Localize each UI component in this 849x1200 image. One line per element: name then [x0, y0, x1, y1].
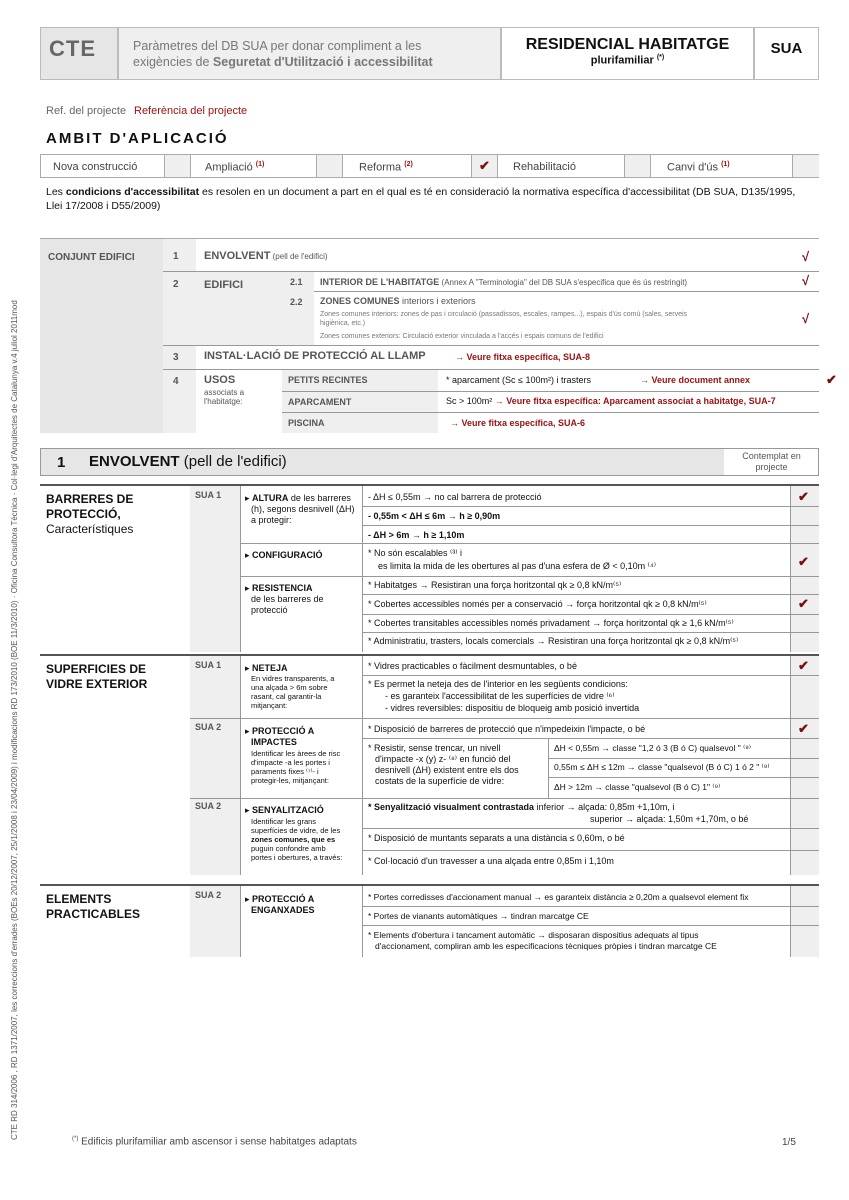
footer-note: (*) Edificis plurifamiliar amb ascensor i sense habitatges adaptats — [72, 1136, 357, 1148]
prot-title2: IMPACTES — [251, 737, 297, 747]
page-header — [40, 27, 819, 80]
barreres-title3: Característiques — [46, 522, 134, 536]
enganxades-title1: ▸ PROTECCIÓ A — [245, 894, 315, 904]
ambit-note-line1: Les condicions d'accessibilitat es resolen en un document a part en el qual es té en consideració la normativa específica d'accessibilitat (DB SUA, D135/1995, — [46, 186, 796, 198]
row3-num: 3 — [173, 352, 179, 363]
conjunt-edifici-block — [40, 238, 837, 433]
altura-row2: - 0,55m < ΔH ≤ 6m → h ≥ 0,90m — [368, 511, 501, 521]
row2-num: 2 — [173, 279, 179, 290]
row3-link[interactable]: → Veure fitxa específica, SUA-8 — [455, 352, 591, 362]
row2-title: EDIFICI — [204, 279, 244, 291]
check-reforma[interactable]: ✔ — [471, 155, 498, 177]
resist-row2-check[interactable]: ✔ — [798, 596, 809, 611]
seny-l4: puguin confondre amb — [251, 844, 326, 853]
check-rehabilitacio[interactable] — [624, 155, 651, 177]
neteja-r2-l1: * Es permet la neteja des de l'interior en les següents condicions: — [368, 679, 628, 689]
altura-l2: (h), segons desnivell (ΔH) — [251, 504, 355, 514]
row22-desc3: Zones comunes exteriors: Circulació exterior vinculada a l'accés i espais comuns de l'edifici — [320, 333, 604, 340]
barreres-block — [40, 484, 819, 653]
usos-piscina-link[interactable]: → Veure fitxa específica, SUA-6 — [450, 418, 586, 428]
row22-title: ZONES COMUNES interiors i exteriors — [320, 296, 476, 306]
row1-num: 1 — [173, 251, 179, 262]
ambit-options — [40, 154, 819, 178]
resist-l2: de les barreres de — [251, 594, 324, 604]
check-ampliacio[interactable] — [316, 155, 343, 177]
altura-row3: - ΔH > 6m → h ≥ 1,10m — [368, 530, 465, 540]
row3-title: INSTAL·LACIÓ DE PROTECCIÓ AL LLAMP — [204, 350, 426, 362]
resist-title: ▸ RESISTENCIA — [245, 583, 313, 593]
row22-desc2: higiènica, etc.) — [320, 320, 366, 327]
prot-r2-l2: d'impacte -x (y) z- ⁽⁸⁾ en funció del — [375, 754, 511, 764]
elements-r3-l2: d'accionament, compliran amb les especificacions tècniques pròpies i tindran marcatge CE — [375, 941, 717, 951]
neteja-r2-l2: - es garanteix l'accessibilitat de les superfícies de vidre ⁽⁶⁾ — [385, 691, 615, 701]
vidre-title2: VIDRE EXTERIOR — [46, 677, 148, 691]
side-legal-text: CTE RD 314/2006 , RD 1371/2007, les correccions d'errades (BOEs 20/12/2007, 25/1/2008 i 23/04/2009) i modificacions RD 173/2010 (BOE 11/3/2010) · Oficina Consultora Tècnica · Col·legi d'Arquitectes de Catalunya v.4 juliol 2011mod — [10, 300, 19, 1140]
elements-sua: SUA 2 — [195, 890, 222, 900]
seny-l2: superfícies de vidre, de les — [251, 826, 341, 835]
neteja-l1: En vidres transparents, a — [251, 674, 335, 683]
altura-row1: - ΔH ≤ 0,55m → no cal barrera de protecció — [368, 492, 542, 502]
usos-aparcament: APARCAMENT — [288, 397, 352, 407]
check-nova[interactable] — [164, 155, 191, 177]
row4-num: 4 — [173, 376, 179, 387]
prot-class2: 0,55m ≤ ΔH ≤ 12m → classe "qualsevol (B ó C) 1 ó 2 " ⁽⁹⁾ — [554, 762, 770, 772]
prot-r2-l3: desnivell (ΔH) existent entre els dos — [375, 765, 519, 775]
neteja-l3: rasant, cal garantir-la — [251, 692, 322, 701]
header-desc-line1: Paràmetres del DB SUA per donar compliment a les — [133, 39, 422, 53]
usos-petits-link[interactable]: → Veure document annex — [640, 375, 751, 385]
doc-subtitle: plurifamiliar (*) — [590, 54, 665, 67]
option-rehabilitacio[interactable]: Rehabilitació — [513, 161, 576, 173]
prot-title1: ▸ PROTECCIÓ A — [245, 726, 315, 736]
altura-title: ▸ ALTURA de les barreres — [245, 493, 351, 503]
page-number: 1/5 — [782, 1137, 796, 1148]
prot-l2: d'impacte -a les portes i — [251, 758, 330, 767]
prot-l3: paraments fixes ⁽⁷⁾- i — [251, 767, 319, 776]
row21-title: INTERIOR DE L'HABITATGE (Annex A "Terminologia" del DB SUA s'especifica que és ús restringit) — [320, 277, 688, 287]
seny-r1-l2: superior → alçada: 1,50m +1,70m, o bé — [590, 814, 749, 824]
cte-logo: CTE — [49, 36, 96, 61]
row22-desc1: Zones comunes interiors: zones de pas i circulació (passadissos, escales, rampes...), espais d'ús comú (sales, serveis — [320, 311, 688, 318]
prot-l4: protegir-les, mitjançant: — [251, 776, 329, 785]
prot-l1: Identificar les àrees de risc — [251, 749, 341, 758]
seny-l1: Identificar les grans — [251, 817, 317, 826]
altura-row1-check[interactable]: ✔ — [798, 489, 809, 504]
seny-l5: portes i obertures, a través: — [251, 853, 343, 862]
seny-r3: * Col·locació d'un travesser a una alçada entre 0,85m i 1,10m — [368, 856, 614, 866]
neteja-l4: mitjançant: — [251, 701, 288, 710]
barreres-title2: PROTECCIÓ, — [46, 507, 121, 521]
resist-row1: * Habitatges → Resistiran una força horitzontal qk ≥ 0,8 kN/m⁽⁵⁾ — [368, 580, 622, 590]
prot-class1: ΔH < 0,55m → classe "1,2 ó 3 (B ó C) qualsevol " ⁽⁹⁾ — [554, 743, 751, 753]
option-canvi-us[interactable]: Canvi d'ús $^{(1)}$ — [667, 161, 730, 174]
neteja-r1-check[interactable]: ✔ — [798, 658, 809, 673]
option-ampliacio[interactable]: Ampliació $^{(1)}$ — [205, 161, 265, 174]
vidre-block — [40, 654, 819, 876]
elements-r3-l1: * Elements d'obertura i tancament automàtic → disposaran dispositius adequats al tipus — [368, 930, 699, 940]
row1-num-cell — [163, 239, 196, 271]
section1-header — [40, 448, 819, 476]
ref-label: Ref. del projecte — [46, 105, 127, 117]
resist-row4: * Administratiu, trasters, locals comercials → Resistiran una força horitzontal qk ≥ 0,8 kN/m⁽⁵⁾ — [368, 636, 739, 646]
code-box — [754, 27, 819, 80]
seny-r2: * Disposició de muntants separats a una distància ≤ 0,60m, o bé — [368, 833, 625, 843]
vidre-sua2a: SUA 2 — [195, 722, 222, 732]
check-canvi-us[interactable] — [792, 155, 819, 177]
ambit-title: AMBIT D'APLICACIÓ — [46, 130, 229, 147]
resist-row3: * Cobertes transitables accessibles només privadament → força horitzontal qk ≥ 1,6 kN/m⁽⁵⁾ — [368, 618, 734, 628]
altura-l3: a protegir: — [251, 515, 292, 525]
row4-num-cell — [163, 370, 196, 433]
section1-title: ENVOLVENT (pell de l'edifici) — [89, 453, 287, 470]
resist-row2: * Cobertes accessibles només per a conservació → força horitzontal qk ≥ 0,8 kN/m⁽⁵⁾ — [368, 599, 707, 609]
row21-check[interactable]: √ — [802, 273, 810, 288]
prot-r2-l1: * Resistir, sense trencar, un nivell — [368, 743, 501, 753]
header-description — [118, 27, 501, 80]
prot-r1: * Disposició de barreres de protecció que n'impedeixin l'impacte, o bé — [368, 724, 646, 734]
enganxades-title2: ENGANXADES — [251, 905, 315, 915]
row22-num: 2.2 — [290, 297, 303, 307]
logo-box — [40, 27, 118, 80]
elements-block — [40, 884, 819, 958]
seny-r1-l1: * Senyalització visualment contrastada inferior → alçada: 0,85m +1,10m, i — [368, 802, 675, 812]
neteja-l2: una alçada > 6m sobre — [251, 683, 328, 692]
section1-num: 1 — [57, 454, 66, 471]
ambit-note-line2: Llei 17/2008 i D55/2009) — [46, 200, 161, 212]
row1-check[interactable]: √ — [802, 249, 810, 264]
config-l1: * No són escalables ⁽³⁾ i — [368, 548, 462, 558]
conjunt-label-cell — [40, 239, 163, 433]
row3-num-cell — [163, 346, 196, 369]
resist-l3: protecció — [251, 605, 288, 615]
elements-title1: ELEMENTS — [46, 892, 112, 906]
neteja-r1: * Vidres practicables o fàcilment desmuntables, o bé — [368, 661, 577, 671]
seny-l3: zones comunes, que es — [251, 835, 336, 844]
config-check[interactable]: ✔ — [798, 554, 809, 569]
vidre-title1: SUPERFICIES DE — [46, 662, 147, 676]
doc-title: RESIDENCIAL HABITATGE — [525, 36, 730, 53]
vidre-sua1: SUA 1 — [195, 660, 222, 670]
row4-sub1: associats a — [204, 388, 245, 397]
barreres-sua: SUA 1 — [195, 490, 222, 500]
config-l2: es limita la mida de les obertures al pas d'una esfera de Ø < 0,10m ⁽⁴⁾ — [378, 561, 656, 571]
header-title-box — [501, 27, 754, 80]
usos-petits-desc: * aparcament (Sc ≤ 100m²) i trasters — [446, 375, 591, 385]
row21-num: 2.1 — [290, 277, 303, 287]
neteja-title: ▸ NETEJA — [245, 663, 288, 673]
row1-title: ENVOLVENT (pell de l'edifici) — [204, 250, 328, 262]
vidre-sua2b: SUA 2 — [195, 801, 222, 811]
doc-code: SUA — [770, 40, 803, 57]
row2-num-cell — [163, 272, 196, 345]
neteja-r2-l3: - vidres reversibles: dispositiu de bloqueig amb posició invertida — [385, 703, 640, 713]
usos-aparcament-desc: Sc > 100m² → Veure fitxa específica: Aparcament associat a habitatge, SUA-7 — [446, 396, 776, 406]
config-title: ▸ CONFIGURACIÓ — [245, 550, 323, 560]
prot-r2-l4: costats de la superfície de vidre: — [375, 776, 505, 786]
header-desc-line2: exigències de Seguretat d'Utilització i accessibilitat — [133, 55, 433, 69]
prot-r1-check[interactable]: ✔ — [798, 721, 809, 736]
prot-class3: ΔH > 12m → classe "qualsevol (B ó C) 1" ⁽⁹⁾ — [554, 782, 721, 792]
seny-title: ▸ SENYALITZACIÓ — [245, 805, 324, 815]
option-reforma[interactable]: Reforma $^{(2)}$ — [359, 161, 413, 174]
barreres-title1: BARRERES DE — [46, 492, 134, 506]
conjunt-label: CONJUNT EDIFICI — [48, 252, 135, 263]
usos-piscina: PISCINA — [288, 418, 325, 428]
elements-title2: PRACTICABLES — [46, 907, 141, 921]
elements-r1: * Portes corredisses d'accionament manual → es garanteix distància ≥ 0,20m a qualsevol element fix — [368, 892, 749, 902]
row4-sub2: l'habitatge: — [204, 397, 243, 406]
ref-value[interactable]: Referència del projecte — [134, 105, 248, 117]
row4-title: USOS — [204, 374, 236, 386]
row22-check[interactable]: √ — [802, 311, 810, 326]
contemplat-header: Contemplat en projecte — [742, 451, 801, 472]
elements-r2: * Portes de vianants automàtiques → tindran marcatge CE — [368, 911, 589, 921]
usos-petits-check[interactable]: ✔ — [826, 372, 837, 387]
usos-petits-recintes: PETITS RECINTES — [288, 375, 368, 385]
option-nova-construccio[interactable]: Nova construcció — [53, 161, 138, 173]
